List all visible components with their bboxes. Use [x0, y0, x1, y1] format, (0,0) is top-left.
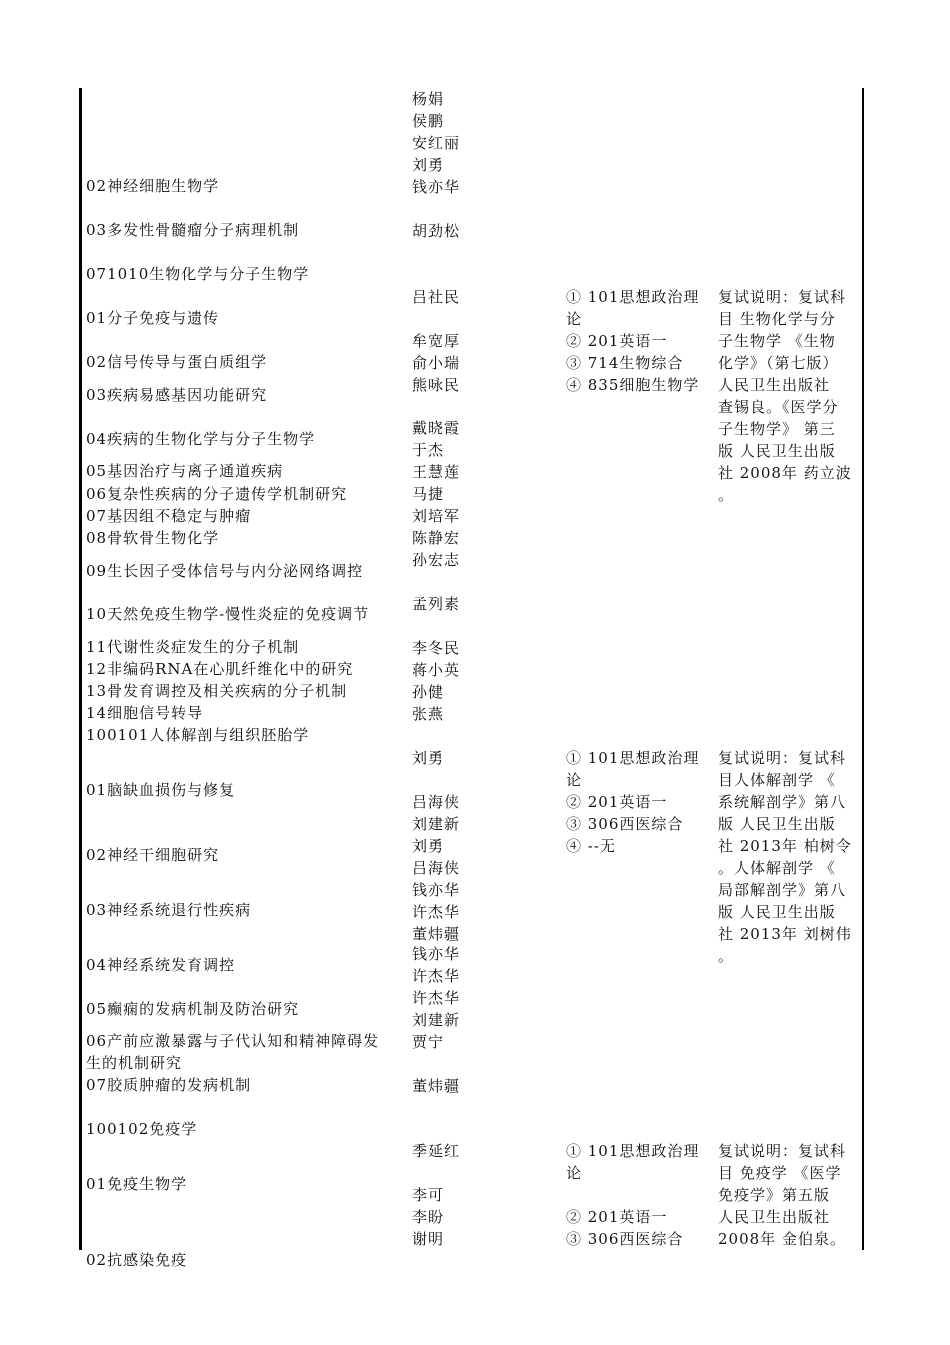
retest-note: 版 人民卫生出版 — [718, 903, 836, 921]
exam-subject: ③ 306西医综合 — [566, 1230, 684, 1248]
research-direction: 01分子免疫与遗传 — [86, 309, 220, 327]
tutor-name: 杨娟 — [412, 90, 445, 108]
tutor-name: 俞小瑞 — [412, 354, 461, 372]
tutor-name: 刘勇 — [412, 749, 445, 767]
retest-note: 社 2013年 柏树令 — [718, 837, 852, 855]
right-border-line — [862, 88, 864, 1250]
tutor-name: 钱亦华 — [412, 945, 461, 963]
tutor-name: 侯鹏 — [412, 112, 445, 130]
tutor-name: 谢明 — [412, 1230, 445, 1248]
retest-note: 版 人民卫生出版 — [718, 442, 836, 460]
retest-note: 。 — [718, 947, 735, 965]
research-direction: 02信号传导与蛋白质组学 — [86, 353, 268, 371]
major-heading: 100101人体解剖与组织胚胎学 — [86, 726, 310, 744]
research-direction: 13骨发育调控及相关疾病的分子机制 — [86, 682, 348, 700]
retest-note: 复试说明：复试科 — [718, 749, 847, 767]
exam-subject: ③ 714生物综合 — [566, 354, 684, 372]
tutor-name: 马捷 — [412, 485, 445, 503]
retest-note: 人民卫生出版社 — [718, 376, 831, 394]
tutor-name: 熊咏民 — [412, 376, 461, 394]
left-border-line — [79, 88, 82, 1250]
tutor-name: 钱亦华 — [412, 178, 461, 196]
retest-note: 。人体解剖学 《 — [718, 859, 836, 877]
tutor-name: 孙宏志 — [412, 551, 461, 569]
retest-note: 局部解剖学》第八 — [718, 881, 847, 899]
retest-note: 人民卫生出版社 — [718, 1208, 831, 1226]
research-direction: 02神经细胞生物学 — [86, 177, 220, 195]
tutor-name: 吕海侠 — [412, 793, 461, 811]
research-direction: 11代谢性炎症发生的分子机制 — [86, 638, 300, 656]
research-direction: 08骨软骨生物化学 — [86, 529, 220, 547]
retest-note: 子生物学》 第三 — [718, 420, 836, 438]
tutor-name: 季延红 — [412, 1142, 461, 1160]
retest-note: 子生物学 《生物 — [718, 332, 836, 350]
research-direction: 03神经系统退行性疾病 — [86, 901, 252, 919]
retest-note: 版 人民卫生出版 — [718, 815, 836, 833]
exam-subject: ② 201英语一 — [566, 332, 668, 350]
research-direction: 07基因组不稳定与肿瘤 — [86, 507, 252, 525]
exam-subject: ④ --无 — [566, 837, 616, 855]
tutor-name: 胡劲松 — [412, 222, 461, 240]
exam-subject: 论 — [566, 310, 583, 328]
tutor-name: 钱亦华 — [412, 881, 461, 899]
retest-note: 查锡良。《医学分 — [718, 398, 839, 416]
tutor-name: 李冬民 — [412, 639, 461, 657]
research-direction: 07胶质肿瘤的发病机制 — [86, 1076, 252, 1094]
exam-subject: 论 — [566, 1164, 583, 1182]
tutor-name: 刘培军 — [412, 507, 461, 525]
tutor-name: 刘建新 — [412, 815, 461, 833]
tutor-name: 孙健 — [412, 683, 445, 701]
research-direction: 03多发性骨髓瘤分子病理机制 — [86, 221, 300, 239]
tutor-name: 李盼 — [412, 1208, 445, 1226]
tutor-name: 张燕 — [412, 705, 445, 723]
tutor-name: 许杰华 — [412, 967, 461, 985]
research-direction: 10天然免疫生物学-慢性炎症的免疫调节 — [86, 605, 370, 623]
major-heading: 100102免疫学 — [86, 1120, 198, 1138]
research-direction: 12非编码RNA在心肌纤维化中的研究 — [86, 660, 354, 678]
retest-note: 化学》（第七版） — [718, 354, 839, 372]
exam-subject: ② 201英语一 — [566, 793, 668, 811]
research-direction: 04神经系统发育调控 — [86, 956, 236, 974]
exam-subject: ① 101思想政治理 — [566, 1142, 700, 1160]
retest-note: 目人体解剖学 《 — [718, 771, 836, 789]
research-direction: 03疾病易感基因功能研究 — [86, 386, 268, 404]
research-direction: 05癫痫的发病机制及防治研究 — [86, 1000, 300, 1018]
retest-note: 系统解剖学》第八 — [718, 793, 847, 811]
retest-note: 目 免疫学 《医学 — [718, 1164, 842, 1182]
tutor-name: 贾宁 — [412, 1033, 445, 1051]
exam-subject: 论 — [566, 771, 583, 789]
exam-subject: ① 101思想政治理 — [566, 288, 700, 306]
tutor-name: 董炜疆 — [412, 1077, 461, 1095]
tutor-name: 刘勇 — [412, 837, 445, 855]
exam-subject: ① 101思想政治理 — [566, 749, 700, 767]
research-direction: 06产前应激暴露与子代认知和精神障碍发 — [86, 1032, 380, 1050]
research-direction: 生的机制研究 — [86, 1054, 183, 1072]
tutor-name: 董炜疆 — [412, 925, 461, 943]
tutor-name: 吕社民 — [412, 288, 461, 306]
retest-note: 复试说明：复试科 — [718, 1142, 847, 1160]
research-direction: 05基因治疗与离子通道疾病 — [86, 462, 284, 480]
retest-note: 社 2008年 药立波 — [718, 464, 852, 482]
tutor-name: 吕海侠 — [412, 859, 461, 877]
tutor-name: 安红丽 — [412, 134, 461, 152]
research-direction: 02抗感染免疫 — [86, 1251, 188, 1269]
tutor-name: 于杰 — [412, 441, 445, 459]
tutor-name: 蒋小英 — [412, 661, 461, 679]
major-heading: 071010生物化学与分子生物学 — [86, 265, 310, 283]
retest-note: 目 生物化学与分 — [718, 310, 836, 328]
exam-subject: ④ 835细胞生物学 — [566, 376, 700, 394]
research-direction: 02神经干细胞研究 — [86, 846, 220, 864]
exam-subject: ③ 306西医综合 — [566, 815, 684, 833]
tutor-name: 李可 — [412, 1186, 445, 1204]
exam-subject: ② 201英语一 — [566, 1208, 668, 1226]
research-direction: 06复杂性疾病的分子遗传学机制研究 — [86, 485, 348, 503]
research-direction: 04疾病的生物化学与分子生物学 — [86, 430, 316, 448]
research-direction: 09生长因子受体信号与内分泌网络调控 — [86, 562, 364, 580]
retest-note: 2008年 金伯泉。 — [718, 1230, 846, 1248]
tutor-name: 牟宽厚 — [412, 332, 461, 350]
research-direction: 01免疫生物学 — [86, 1175, 188, 1193]
retest-note: 复试说明：复试科 — [718, 288, 847, 306]
tutor-name: 刘勇 — [412, 156, 445, 174]
research-direction: 01脑缺血损伤与修复 — [86, 781, 236, 799]
tutor-name: 孟列素 — [412, 595, 461, 613]
tutor-name: 许杰华 — [412, 903, 461, 921]
research-direction: 14细胞信号转导 — [86, 704, 204, 722]
retest-note: 免疫学》第五版 — [718, 1186, 831, 1204]
tutor-name: 王慧莲 — [412, 463, 461, 481]
retest-note: 社 2013年 刘树伟 — [718, 925, 852, 943]
retest-note: 。 — [718, 486, 735, 504]
tutor-name: 陈静宏 — [412, 529, 461, 547]
tutor-name: 戴晓霞 — [412, 419, 461, 437]
tutor-name: 许杰华 — [412, 989, 461, 1007]
tutor-name: 刘建新 — [412, 1011, 461, 1029]
